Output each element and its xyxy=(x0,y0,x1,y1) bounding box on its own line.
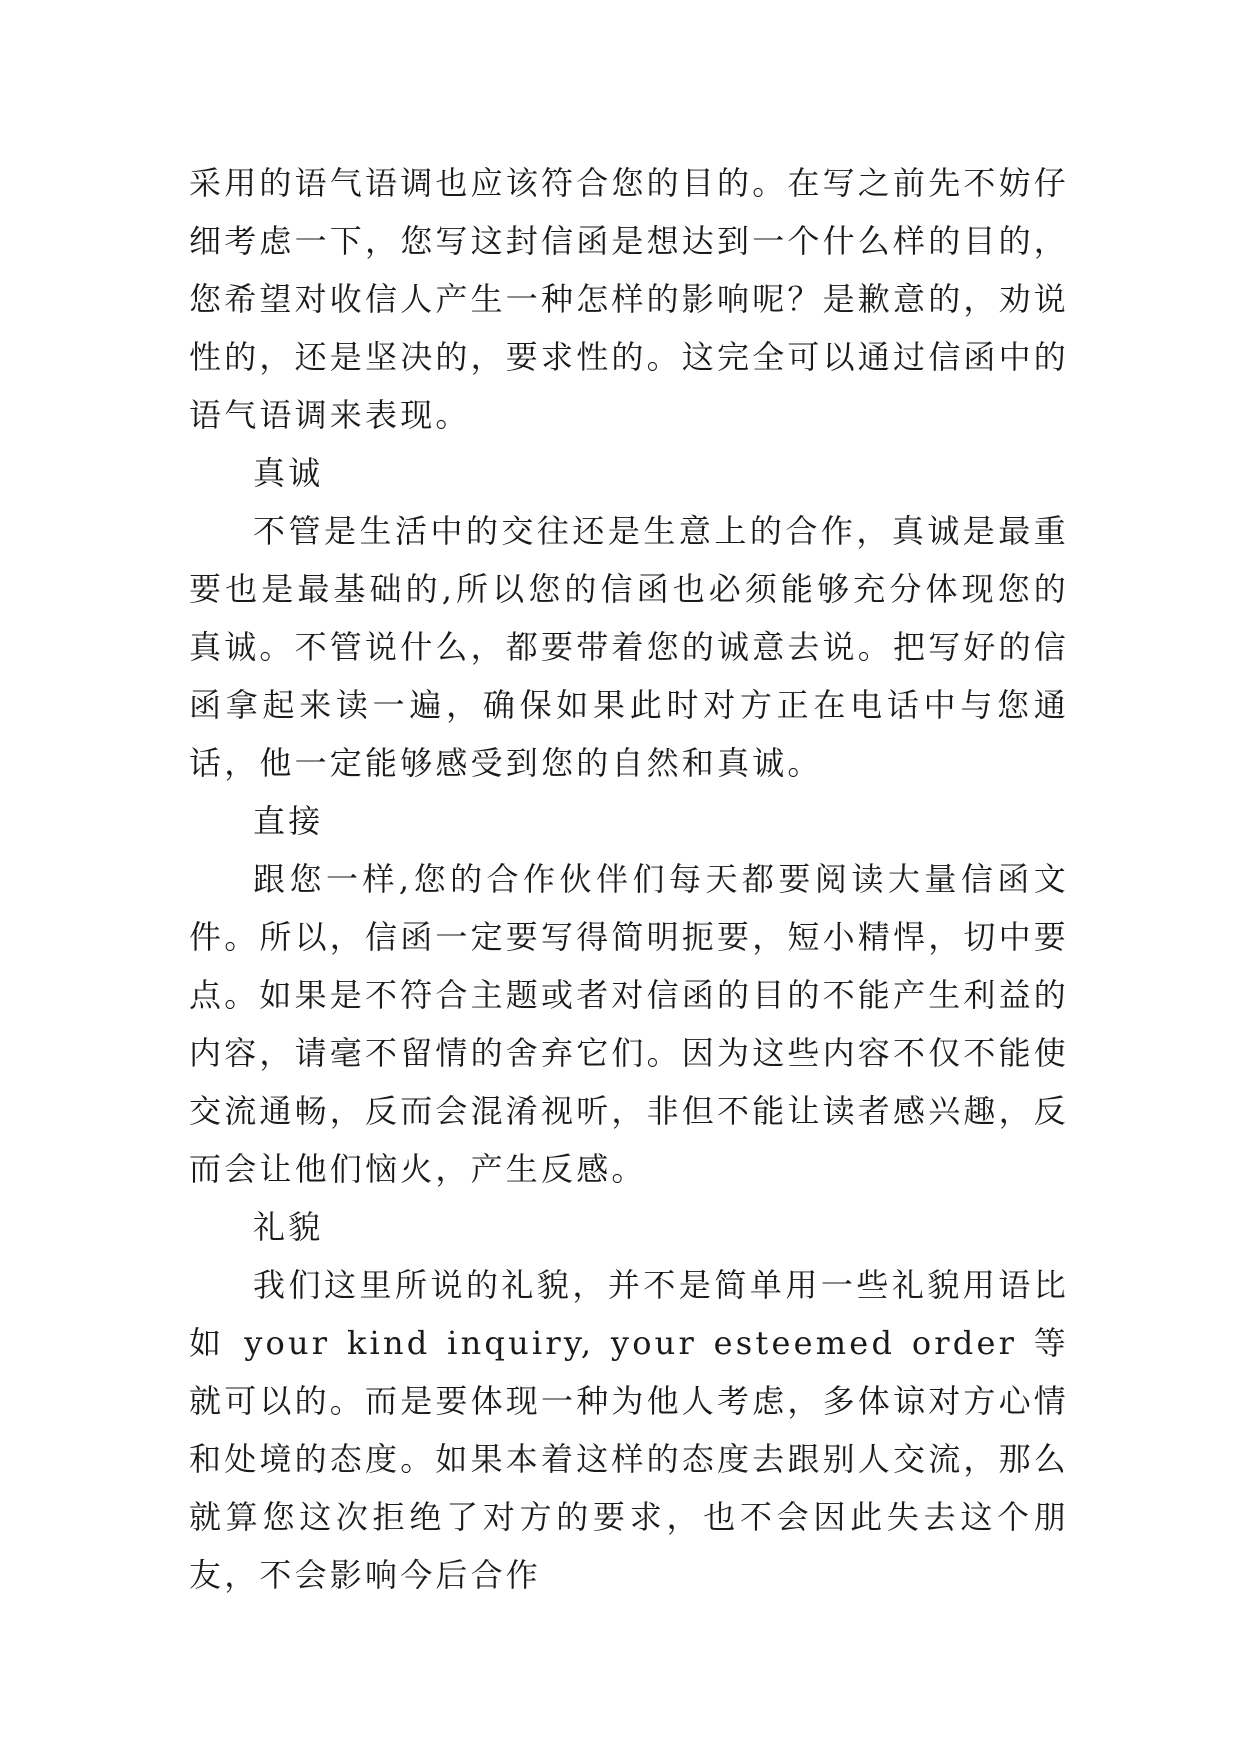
paragraph-sincerity: 不管是生活中的交往还是生意上的合作，真诚是最重要也是最基础的,所以您的信函也必须能够充分体现您的真诚。不管说什么，都要带着您的诚意去说。把写好的信函拿起来读一遍，确保如果此时对方正在电话中与您通话，他一定能够感受到您的自然和真诚。 xyxy=(189,512,1070,782)
document-body xyxy=(189,154,1069,1604)
heading-courtesy: 礼貌 xyxy=(253,1208,324,1246)
paragraph-courtesy: 我们这里所说的礼貌，并不是简单用一些礼貌用语比如 your kind inquiry, your esteemed order 等就可以的。而是要体现一种为他人考虑，多体谅对方心情和处境的态度。如果本着这样的态度去跟别人交流，那么就算您这次拒绝了对方的要求，也不会因此失去这个朋友，不会影响今后合作 xyxy=(189,1266,1070,1594)
paragraph-tone: 采用的语气语调也应该符合您的目的。在写之前先不妨仔细考虑一下，您写这封信函是想达到一个什么样的目的，您希望对收信人产生一种怎样的影响呢？是歉意的，劝说性的，还是坚决的，要求性的。这完全可以通过信函中的语气语调来表现。 xyxy=(189,164,1070,434)
paragraph-directness: 跟您一样,您的合作伙伴们每天都要阅读大量信函文件。所以，信函一定要写得简明扼要，短小精悍，切中要点。如果是不符合主题或者对信函的目的不能产生利益的内容，请毫不留情的舍弃它们。因为这些内容不仅不能使交流通畅，反而会混淆视听，非但不能让读者感兴趣，反而会让他们恼火，产生反感。 xyxy=(189,860,1070,1188)
heading-sincerity: 真诚 xyxy=(253,454,324,492)
heading-directness: 直接 xyxy=(253,802,324,840)
